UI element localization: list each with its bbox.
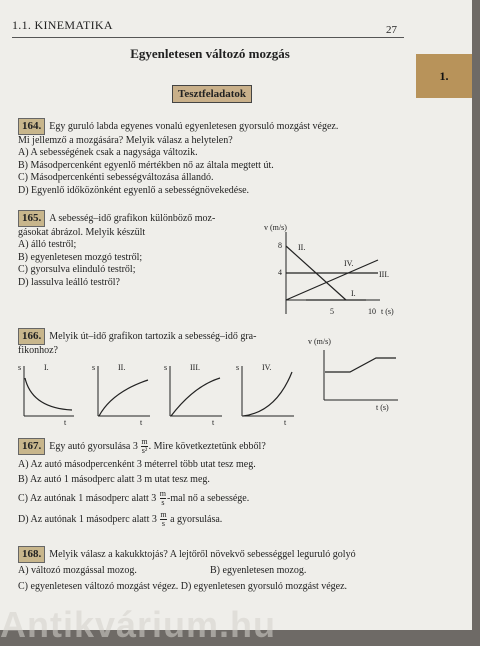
axis-label: v (m/s) <box>308 337 331 346</box>
graph-label: I. <box>44 363 49 372</box>
y-axis-label: v (m/s) <box>264 223 287 232</box>
question-line: Egy guruló labda egyenes vonalú egyenletesen gyorsuló mozgást végez. <box>49 121 339 132</box>
axis-label: t <box>64 418 67 426</box>
question-line: fikonhoz? <box>18 344 58 356</box>
line-label: IV. <box>344 259 354 268</box>
answer-option: A) álló testről; <box>18 239 77 250</box>
distance-time-graph-i <box>18 360 78 426</box>
question-167 <box>18 438 398 528</box>
velocity-time-graph-166 <box>306 334 402 414</box>
distance-time-graph-iv <box>236 360 300 426</box>
question-line: Melyik út–idő grafikon tartozik a sebesség–idő gra- <box>49 331 257 342</box>
y-tick-label: 4 <box>278 268 282 277</box>
distance-time-graph-iii <box>164 360 228 426</box>
answer-option: B) egyenletesen mozgó testről; <box>18 251 143 263</box>
answer-option: D) egyenletesen gyorsuló mozgást végez. <box>180 581 348 592</box>
answer-option: A) Az autó másodpercenként 3 méterrel több utat tesz meg. <box>18 459 256 471</box>
graph-line <box>325 358 396 372</box>
answer-option: C) egyenletesen változó mozgást végez. <box>18 581 179 592</box>
section-label: Tesztfeladatok <box>172 85 252 103</box>
graph-curve <box>243 372 292 416</box>
axis-label: s <box>164 363 168 372</box>
graph-label: II. <box>118 363 126 372</box>
line-label: I. <box>351 289 356 298</box>
answer-option: D) Az autónak 1 másodperc alatt 3 $\frac{m}{s}$ a gyorsulása. <box>18 510 223 529</box>
chapter-header: 1.1. KINEMATIKA <box>12 18 113 32</box>
graph-label: IV. <box>262 363 272 372</box>
axis-label: s <box>18 363 22 372</box>
y-tick-label: 8 <box>278 241 282 250</box>
question-line: Egy autó gyorsulása 3 <box>49 441 138 452</box>
unit-fraction: $\frac{m}{\text{s²}}$ <box>141 437 148 456</box>
graph-curve <box>171 378 220 416</box>
question-line: gásokat ábrázol. Melyik készült <box>18 226 146 238</box>
answer-option: D) lassulva leálló testről? <box>18 276 120 288</box>
axis-label: t (s) <box>376 403 389 412</box>
question-164 <box>18 118 398 197</box>
question-number: 166. <box>18 328 45 345</box>
graph-label: III. <box>190 363 200 372</box>
question-line: Melyik válasz a kakukktojás? A lejtőről növekvő sebességgel leguruló golyó <box>49 549 356 560</box>
question-165 <box>18 210 258 289</box>
axis-label: t <box>140 418 143 426</box>
distance-time-graph-ii <box>92 360 156 426</box>
graph-curve <box>99 380 148 416</box>
page-number: 27 <box>386 24 397 36</box>
answer-option: B) egyenletesen mozog. <box>210 564 307 576</box>
answer-option: A) A sebességének csak a nagysága változik. <box>18 147 198 158</box>
answer-option: D) Egyenlő időközönként egyenlő a sebességnövekedése. <box>18 184 250 196</box>
x-tick-label: 5 <box>330 307 334 316</box>
question-168 <box>18 546 418 594</box>
question-number: 165. <box>18 210 45 227</box>
answer-option: C) Az autónak 1 másodperc alatt 3 $\frac{m}{s}$ -mal nő a sebessége. <box>18 489 250 508</box>
watermark: Antikvárium.hu <box>0 604 277 645</box>
graph-line <box>286 260 378 300</box>
axis-label: s <box>236 363 240 372</box>
question-number: 168. <box>18 546 45 563</box>
chapter-side-tab: 1. <box>416 54 472 98</box>
answer-option: C) Másodpercenkénti sebességváltozása állandó. <box>18 172 214 183</box>
line-label: III. <box>379 270 389 279</box>
x-tick-label: 10 <box>368 307 376 316</box>
question-number: 164. <box>18 118 45 135</box>
axis-label: s <box>92 363 96 372</box>
answer-option: C) gyorsulva elinduló testről; <box>18 264 136 275</box>
question-line: . Mire következtetünk ebből? <box>148 441 266 452</box>
question-line: Mi jellemző a mozgására? Melyik válasz a helytelen? <box>18 134 233 146</box>
answer-option: B) Másodpercenként egyenlő mértékben nő az általa megtett út. <box>18 159 274 171</box>
line-label: II. <box>298 243 306 252</box>
question-number: 167. <box>18 438 45 455</box>
axis-label: t <box>212 418 215 426</box>
x-axis-label: t (s) <box>381 307 394 316</box>
answer-option: A) változó mozgással mozog. <box>18 564 137 576</box>
answer-option: B) Az autó 1 másodperc alatt 3 m utat tesz meg. <box>18 473 210 485</box>
axis-label: t <box>284 418 287 426</box>
header-rule <box>12 37 404 38</box>
page-title: Egyenletesen változó mozgás <box>130 46 290 61</box>
velocity-time-graph <box>258 218 408 320</box>
graph-curve <box>25 378 72 410</box>
question-line: A sebesség–idő grafikon különböző moz- <box>49 213 216 224</box>
